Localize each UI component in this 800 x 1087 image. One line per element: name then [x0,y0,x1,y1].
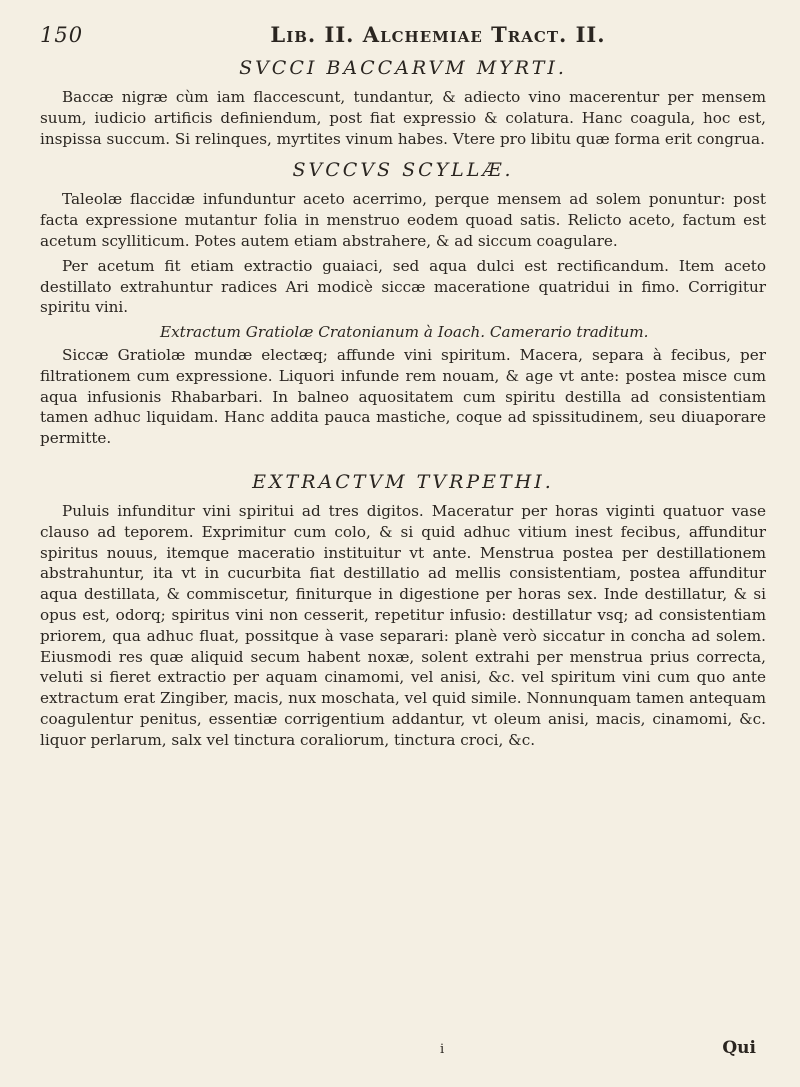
page-number: 150 [40,23,84,47]
page-header [40,22,766,47]
catchword: Qui [722,1038,756,1058]
spacer [40,453,766,461]
subsection-title-gratiola: Extractum Gratiolæ Cratonianum à Ioach. Camerario traditum. [160,323,649,342]
paragraph: Taleolæ flaccidæ infunduntur aceto acerrimo, perque mensem ad solem ponuntur: post facta expressione mutantur folia in menstruo eodem quoad satis. Relicto aceto, factum est acetum scylliticum. Potes autem etiam abstrahere, & ad siccum coagulare. [40,190,766,250]
paragraph: Per acetum fit etiam extractio guaiaci, sed aqua dulci est rectificandum. Item aceto destillato extrahuntur radices Ari modicè siccæ maceratione quatridui in fimo. Corrigitur spiritu vini. [40,256,766,317]
section-title-succus-scyllae: SVCCVS SCYLLÆ. [292,159,514,182]
signature-mark: i [440,1042,445,1057]
paragraph: Siccæ Gratiolæ mundæ electæq; affunde vini spiritum. Macera, separa à fecibus, per filtrationem cum expressione. Liquori infunde rem nouam, & age vt ante: postea misce cum aqua infusionis Rhabarbari. In balneo aquositatem cum spiritu destilla ad consistentiam tamen adhuc liquidam. Hanc addita pauca mastiche, coque ad spissitudinem, seu diuaporare permitte. [40,345,766,448]
paragraph: Puluis infunditur vini spiritui ad tres digitos. Maceratur per horas viginti quatuor vase clauso ad teporem. Exprimitur cum colo, & si quid adhuc vitium inest fecibus, affunditur spiritus nouus, itemque maceratio instituitur vt ante. Menstrua postea per destillationem abstrahuntur, ita vt in cucurbita fiat destillatio ad mellis consistentiam, postea affunditur aqua destillata, & commiscetur, finiturque in digestione per horas sex. Inde destillatur, & si opus est, odorq; spiritus vini non cesserit, repetitur infusio: destillatur vsq; ad consistentiam priorem, qua adhuc fluat, possitque à vase separari: planè verò siccatur in concha ad solem. Eiusmodi res quæ aliquid secum habent noxæ, solent extrahi per menstrua prius correcta, veluti si fieret extractio per aquam cinamomi, vel anisi, &c. vel spiritum vini cum quo ante extractum erat Zingiber, macis, nux moschata, vel quid simile. Nonnunquam tamen antequam coagulentur penitus, essentiæ corrigentium addantur, vt oleum anisi, macis, cinamomi, &c. liquor perlarum, salx vel tinctura coraliorum, tinctura croci, &c. [40,501,766,749]
section-title-succi-baccarum: SVCCI BACCARVM MYRTI. [239,57,567,79]
running-title: Lib. II. Alchemiae Tract. II. [270,22,606,47]
paragraph: Baccæ nigræ cùm iam flaccescunt, tundantur, & adiecto vino macerentur per mensem suum, iudicio artificis definiendum, post fiat expressio & colatura. Hanc coagula, hoc est, inspissa succum. Si relinques, myrtites vinum habes. Vtere pro libitu quæ forma erit congrua. [40,88,766,148]
section-title-extractum-turpethi: EXTRACTVM TVRPETHI. [252,470,554,493]
